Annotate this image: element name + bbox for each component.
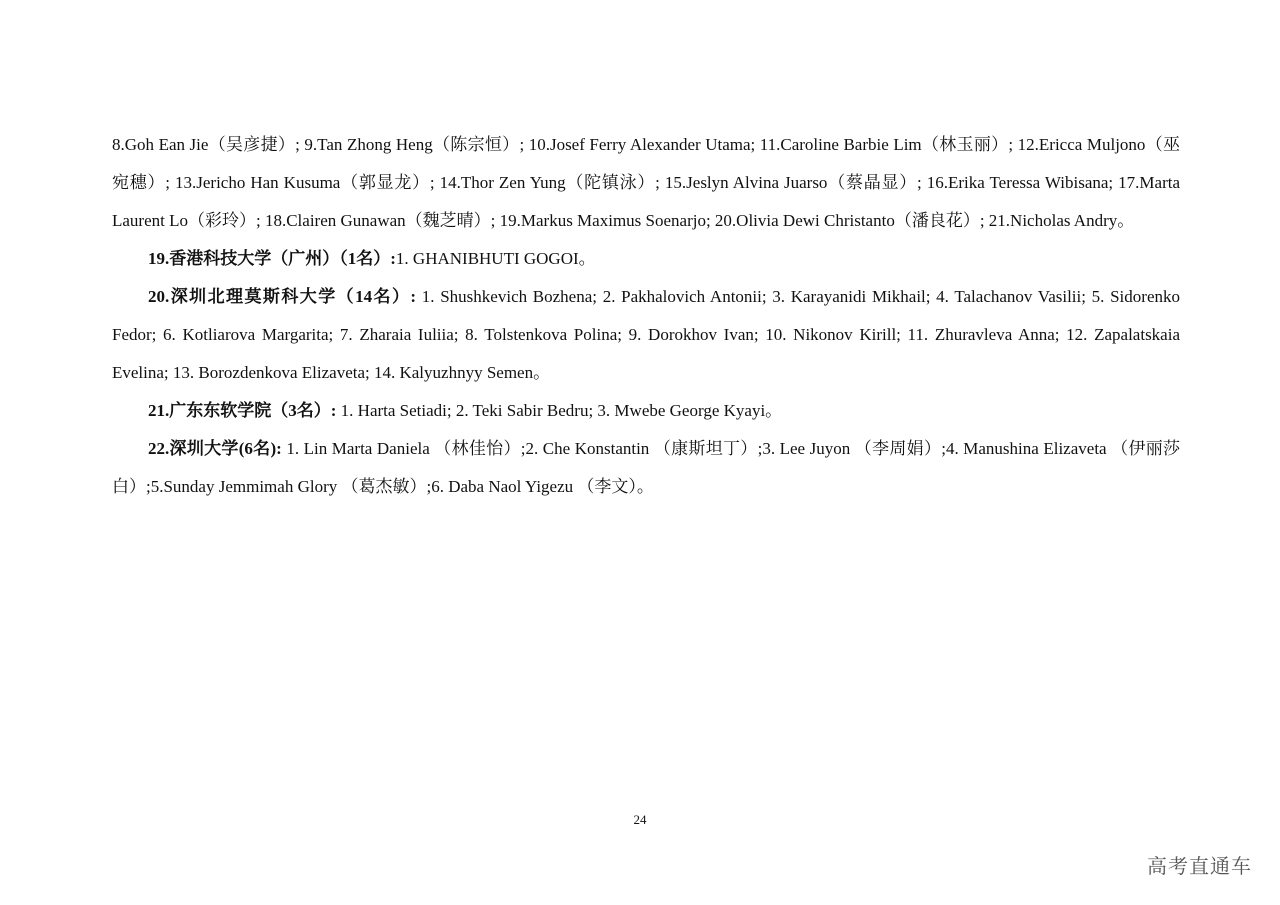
section-heading: 19.香港科技大学（广州）（1名）:: [148, 249, 396, 268]
section-heading: 21.广东东软学院（3名）:: [148, 401, 337, 420]
document-body: [112, 126, 1180, 506]
section-text: 1. Harta Setiadi; 2. Teki Sabir Bedru; 3. Mwebe George Kyayi。: [336, 401, 783, 420]
page-number: 24: [633, 812, 647, 827]
watermark-text: 高考直通车: [1147, 854, 1252, 878]
section-text: 1. GHANIBHUTI GOGOI。: [395, 249, 596, 268]
continuation-paragraph: 8.Goh Ean Jie（吴彦捷）; 9.Tan Zhong Heng（陈宗恒）; 10.Josef Ferry Alexander Utama; 11.Caroline Barbie Lim（林玉丽）; 12.Ericca Muljono（巫宛穗）; 13.Jericho Han Kusuma（郭显龙）; 14.Thor Zen Yung（陀镇泳）; 15.Jeslyn Alvina Juarso（蔡晶显）; 16.Erika Teressa Wibisana; 17.Marta Laurent Lo（彩玲）; 18.Clairen Gunawan（魏芝晴）; 19.Markus Maximus Soenarjo; 20.Olivia Dewi Christanto（潘良花）; 21.Nicholas Andry。: [112, 135, 1180, 230]
section-text: 1. Lin Marta Daniela （林佳怡）;2. Che Konstantin （康斯坦丁）;3. Lee Juyon （李周娟）;4. Manushina Elizaveta （伊丽莎白）;5.Sunday Jemmimah Glory （葛杰敏）;6. Daba Naol Yigezu （李文）。: [112, 439, 1180, 496]
section-nuit: [112, 392, 1180, 430]
section-smbu: [112, 278, 1180, 392]
section-hkust-gz: [112, 240, 1180, 278]
section-heading: 20.深圳北理莫斯科大学（14名）:: [148, 287, 417, 306]
section-text: 1. Shushkevich Bozhena; 2. Pakhalovich Antonii; 3. Karayanidi Mikhail; 4. Talachanov Vasilii; 5. Sidorenko Fedor; 6. Kotliarova Margarita; 7. Zharaia Iuliia; 8. Tolstenkova Polina; 9. Dorokhov Ivan; 10. Nikonov Kirill; 11. Zhuravleva Anna; 12. Zapalatskaia Evelina; 13. Borozdenkova Elizaveta; 14. Kalyuzhnyy Semen。: [112, 287, 1180, 382]
section-szu: [112, 430, 1180, 506]
section-heading: 22.深圳大学(6名):: [148, 439, 282, 458]
